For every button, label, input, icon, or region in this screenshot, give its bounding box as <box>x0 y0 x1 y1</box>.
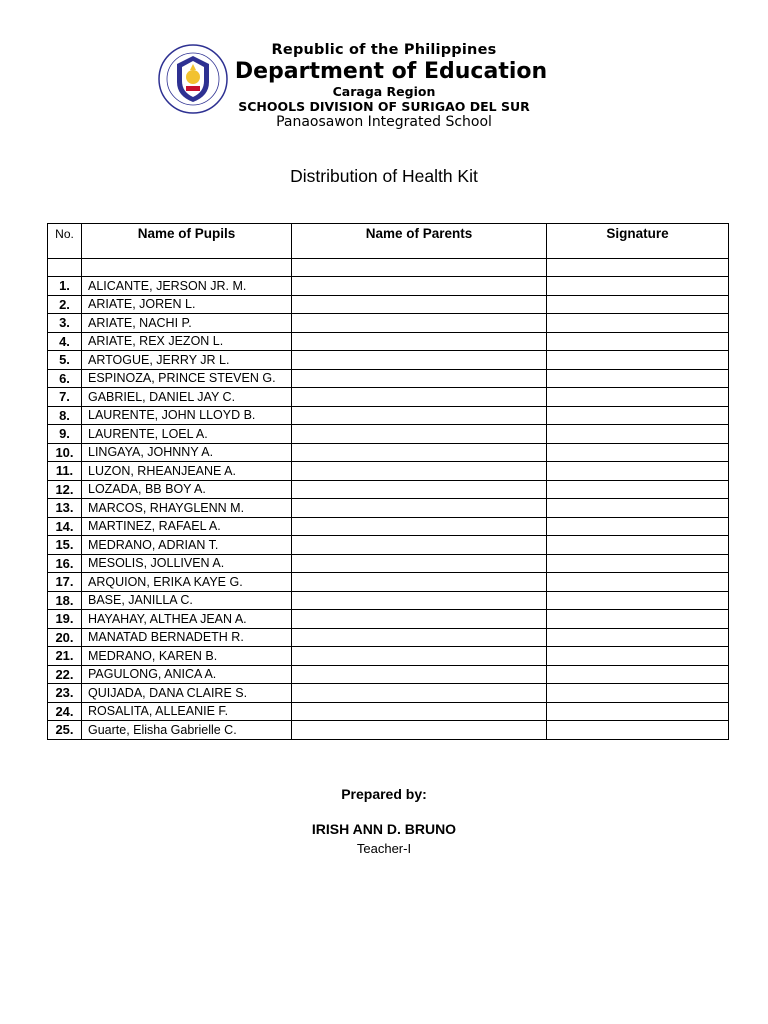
table-row <box>48 443 729 462</box>
table-row <box>48 702 729 721</box>
parent-name-cell[interactable] <box>292 314 547 333</box>
table-row <box>48 628 729 647</box>
row-number: 5. <box>48 351 82 370</box>
row-number: 11. <box>48 462 82 481</box>
pupil-name: ALICANTE, JERSON JR. M. <box>82 277 292 296</box>
table-row <box>48 351 729 370</box>
row-number: 21. <box>48 647 82 666</box>
row-number: 7. <box>48 388 82 407</box>
row-number: 24. <box>48 702 82 721</box>
table-body <box>48 259 729 740</box>
row-number: 14. <box>48 517 82 536</box>
region-heading: Caraga Region <box>332 84 436 99</box>
table-row <box>48 684 729 703</box>
row-number: 8. <box>48 406 82 425</box>
pupil-name: HAYAHAY, ALTHEA JEAN A. <box>82 610 292 629</box>
signature-cell[interactable] <box>547 721 729 740</box>
signature-cell[interactable] <box>547 406 729 425</box>
row-number: 12. <box>48 480 82 499</box>
blank-cell <box>48 259 82 277</box>
parent-name-cell[interactable] <box>292 480 547 499</box>
table-row <box>48 332 729 351</box>
pupil-name: ARIATE, REX JEZON L. <box>82 332 292 351</box>
table-row <box>48 554 729 573</box>
table-row <box>48 536 729 555</box>
row-number: 25. <box>48 721 82 740</box>
pupil-name: LUZON, RHEANJEANE A. <box>82 462 292 481</box>
table-row <box>48 665 729 684</box>
row-number: 16. <box>48 554 82 573</box>
signature-cell[interactable] <box>547 591 729 610</box>
signature-cell[interactable] <box>547 425 729 444</box>
pupil-name: MEDRANO, KAREN B. <box>82 647 292 666</box>
parent-name-cell[interactable] <box>292 628 547 647</box>
signature-cell[interactable] <box>547 573 729 592</box>
parent-name-cell[interactable] <box>292 647 547 666</box>
row-number: 20. <box>48 628 82 647</box>
signature-cell[interactable] <box>547 277 729 296</box>
parent-name-cell[interactable] <box>292 610 547 629</box>
parent-name-cell[interactable] <box>292 351 547 370</box>
parent-name-cell[interactable] <box>292 295 547 314</box>
table-row <box>48 277 729 296</box>
pupil-name: QUIJADA, DANA CLAIRE S. <box>82 684 292 703</box>
blank-cell <box>547 259 729 277</box>
teacher-position: Teacher-I <box>356 841 412 856</box>
parent-name-cell[interactable] <box>292 554 547 573</box>
row-number: 18. <box>48 591 82 610</box>
pupil-name: LINGAYA, JOHNNY A. <box>82 443 292 462</box>
column-header-signature: Signature <box>547 224 729 259</box>
parent-name-cell[interactable] <box>292 388 547 407</box>
pupil-name: ARIATE, JOREN L. <box>82 295 292 314</box>
table-row <box>48 517 729 536</box>
row-number: 23. <box>48 684 82 703</box>
signature-cell[interactable] <box>547 665 729 684</box>
signature-cell[interactable] <box>547 351 729 370</box>
document-title: Distribution of Health Kit <box>290 166 478 186</box>
table-row <box>48 610 729 629</box>
row-number: 6. <box>48 369 82 388</box>
parent-name-cell[interactable] <box>292 702 547 721</box>
row-number: 19. <box>48 610 82 629</box>
signature-cell[interactable] <box>547 554 729 573</box>
signature-cell[interactable] <box>547 647 729 666</box>
table-row <box>48 369 729 388</box>
pupil-name: ESPINOZA, PRINCE STEVEN G. <box>82 369 292 388</box>
row-number: 15. <box>48 536 82 555</box>
parent-name-cell[interactable] <box>292 721 547 740</box>
pupil-name: MEDRANO, ADRIAN T. <box>82 536 292 555</box>
teacher-name: IRISH ANN D. BRUNO <box>311 821 457 837</box>
pupil-roster-table <box>47 223 729 740</box>
signature-cell[interactable] <box>547 314 729 333</box>
row-number: 3. <box>48 314 82 333</box>
row-number: 22. <box>48 665 82 684</box>
signature-cell[interactable] <box>547 628 729 647</box>
pupil-name: BASE, JANILLA C. <box>82 591 292 610</box>
column-header-no: No. <box>48 224 82 259</box>
signature-cell[interactable] <box>547 536 729 555</box>
table-row <box>48 406 729 425</box>
parent-name-cell[interactable] <box>292 499 547 518</box>
table-row <box>48 295 729 314</box>
pupil-name: MARCOS, RHAYGLENN M. <box>82 499 292 518</box>
pupil-name: MARTINEZ, RAFAEL A. <box>82 517 292 536</box>
table-row <box>48 573 729 592</box>
parent-name-cell[interactable] <box>292 573 547 592</box>
row-number: 1. <box>48 277 82 296</box>
row-number: 9. <box>48 425 82 444</box>
division-heading: SCHOOLS DIVISION OF SURIGAO DEL SUR <box>238 99 530 114</box>
signature-cell[interactable] <box>547 517 729 536</box>
pupil-name: MESOLIS, JOLLIVEN A. <box>82 554 292 573</box>
row-number: 4. <box>48 332 82 351</box>
signature-cell[interactable] <box>547 332 729 351</box>
parent-name-cell[interactable] <box>292 591 547 610</box>
parent-name-cell[interactable] <box>292 684 547 703</box>
signature-cell[interactable] <box>547 610 729 629</box>
parent-name-cell[interactable] <box>292 665 547 684</box>
parent-name-cell[interactable] <box>292 443 547 462</box>
row-number: 17. <box>48 573 82 592</box>
pupil-name: LOZADA, BB BOY A. <box>82 480 292 499</box>
signature-cell[interactable] <box>547 702 729 721</box>
table-row <box>48 388 729 407</box>
pupil-name: ROSALITA, ALLEANIE F. <box>82 702 292 721</box>
parent-name-cell[interactable] <box>292 425 547 444</box>
signature-cell[interactable] <box>547 684 729 703</box>
blank-cell <box>292 259 547 277</box>
pupil-name: ARIATE, NACHI P. <box>82 314 292 333</box>
pupil-name: GABRIEL, DANIEL JAY C. <box>82 388 292 407</box>
parent-name-cell[interactable] <box>292 277 547 296</box>
table-row <box>48 499 729 518</box>
table-row <box>48 647 729 666</box>
table-row <box>48 721 729 740</box>
signature-cell[interactable] <box>547 480 729 499</box>
parent-name-cell[interactable] <box>292 406 547 425</box>
signature-cell[interactable] <box>547 462 729 481</box>
blank-cell <box>82 259 292 277</box>
department-heading: Department of Education <box>234 59 548 84</box>
signature-cell[interactable] <box>547 295 729 314</box>
pupil-name: Guarte, Elisha Gabrielle C. <box>82 721 292 740</box>
table-row <box>48 591 729 610</box>
signature-cell[interactable] <box>547 388 729 407</box>
row-number: 2. <box>48 295 82 314</box>
parent-name-cell[interactable] <box>292 536 547 555</box>
school-heading: Panaosawon Integrated School <box>276 114 492 130</box>
signature-cell[interactable] <box>547 499 729 518</box>
parent-name-cell[interactable] <box>292 332 547 351</box>
pupil-name: MANATAD BERNADETH R. <box>82 628 292 647</box>
pupil-name: PAGULONG, ANICA A. <box>82 665 292 684</box>
parent-name-cell[interactable] <box>292 369 547 388</box>
republic-heading: Republic of the Philippines <box>271 42 497 58</box>
column-header-parents: Name of Parents <box>292 224 547 259</box>
pupil-name: ARTOGUE, JERRY JR L. <box>82 351 292 370</box>
prepared-by-label: Prepared by: <box>341 786 427 802</box>
table-row <box>48 314 729 333</box>
column-header-pupils: Name of Pupils <box>82 224 292 259</box>
pupil-name: LAURENTE, LOEL A. <box>82 425 292 444</box>
table-header-row <box>48 224 729 259</box>
row-number: 10. <box>48 443 82 462</box>
parent-name-cell[interactable] <box>292 517 547 536</box>
table-row <box>48 462 729 481</box>
signature-cell[interactable] <box>547 443 729 462</box>
table-row <box>48 425 729 444</box>
blank-row <box>48 259 729 277</box>
pupil-name: LAURENTE, JOHN LLOYD B. <box>82 406 292 425</box>
pupil-name: ARQUION, ERIKA KAYE G. <box>82 573 292 592</box>
parent-name-cell[interactable] <box>292 462 547 481</box>
table-row <box>48 480 729 499</box>
row-number: 13. <box>48 499 82 518</box>
signature-cell[interactable] <box>547 369 729 388</box>
